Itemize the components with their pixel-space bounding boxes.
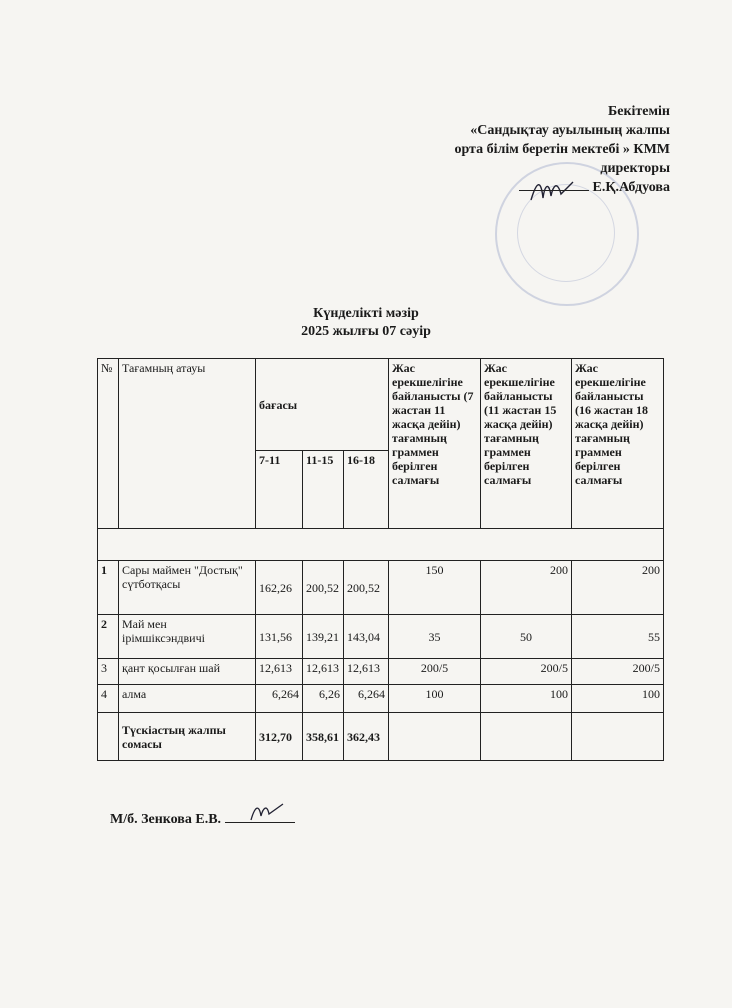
row-price-7-11: 131,56: [256, 615, 303, 659]
row-price-16-18: 200,52: [344, 561, 389, 615]
header-price: бағасы: [256, 359, 389, 451]
approval-block: [370, 102, 670, 197]
menu-title-block: [0, 305, 732, 341]
header-weight-11-15: Жас ерекшелігіне байланысты (11 жастан 15 жасқа дейін) тағамның граммен берілген салмағы: [481, 359, 572, 529]
approval-heading: Бекітемін: [607, 104, 670, 119]
row-price-11-15: 200,52: [303, 561, 344, 615]
table-total-row: [98, 713, 664, 761]
row-weight-16-18: 100: [572, 685, 664, 713]
row-dish-name: Май мен ірімшіксэндвичі: [119, 615, 256, 659]
header-num: №: [98, 359, 119, 529]
table-row: [98, 615, 664, 659]
row-num: 2: [98, 615, 119, 659]
row-price-7-11: 6,264: [256, 685, 303, 713]
row-price-11-15: 139,21: [303, 615, 344, 659]
row-weight-11-15: 50: [481, 615, 572, 659]
row-dish-name: алма: [119, 685, 256, 713]
row-weight-16-18: 200: [572, 561, 664, 615]
row-weight-11-15: 100: [481, 685, 572, 713]
row-weight-7-11: 100: [389, 685, 481, 713]
row-price-16-18: 12,613: [344, 659, 389, 685]
total-price-16-18: 362,43: [344, 713, 389, 761]
age-group-11-15: 11-15: [303, 451, 344, 529]
row-weight-16-18: 200/5: [572, 659, 664, 685]
table-row: [98, 561, 664, 615]
age-group-7-11: 7-11: [256, 451, 303, 529]
approval-school-line1: «Сандықтау ауылының жалпы: [470, 123, 670, 138]
approval-director-name: Е.Қ.Абдуова: [370, 178, 670, 197]
total-label: Түскіастың жалпы сомасы: [119, 713, 256, 761]
header-weight-16-18: Жас ерекшелігіне байланысты (16 жастан 18 жасқа дейін) тағамның граммен берілген салмағы: [572, 359, 664, 529]
footer-signature: М/б. Зенкова Е.В.: [110, 812, 295, 828]
row-price-7-11: 162,26: [256, 561, 303, 615]
total-price-7-11: 312,70: [256, 713, 303, 761]
header-weight-7-11: Жас ерекшелігіне байланысты (7 жастан 11 жасқа дейін) тағамның граммен берілген салмағы: [389, 359, 481, 529]
row-price-7-11: 12,613: [256, 659, 303, 685]
age-group-16-18: 16-18: [344, 451, 389, 529]
approval-school-line2: орта білім беретін мектебі » КММ: [454, 142, 670, 157]
row-dish-name: қант қосылған шай: [119, 659, 256, 685]
row-price-11-15: 12,613: [303, 659, 344, 685]
row-num: 3: [98, 659, 119, 685]
table-header-row: [98, 359, 664, 451]
header-name: Тағамның атауы: [119, 359, 256, 529]
row-weight-11-15: 200: [481, 561, 572, 615]
row-price-16-18: 6,264: [344, 685, 389, 713]
table-row: [98, 659, 664, 685]
table-spacer-row: [98, 529, 664, 561]
row-weight-7-11: 200/5: [389, 659, 481, 685]
row-weight-16-18: 55: [572, 615, 664, 659]
total-price-11-15: 358,61: [303, 713, 344, 761]
table-row: [98, 685, 664, 713]
row-price-16-18: 143,04: [344, 615, 389, 659]
row-num: 1: [98, 561, 119, 615]
approval-position: директоры: [600, 161, 670, 176]
row-dish-name: Сары маймен "Достық" сүтботқасы: [119, 561, 256, 615]
menu-date: 2025 жылғы 07 сәуір: [301, 324, 431, 339]
row-num: 4: [98, 685, 119, 713]
row-weight-7-11: 35: [389, 615, 481, 659]
menu-table: [97, 358, 664, 761]
row-weight-11-15: 200/5: [481, 659, 572, 685]
row-weight-7-11: 150: [389, 561, 481, 615]
menu-title: Күнделікті мәзір: [313, 306, 419, 321]
row-price-11-15: 6,26: [303, 685, 344, 713]
